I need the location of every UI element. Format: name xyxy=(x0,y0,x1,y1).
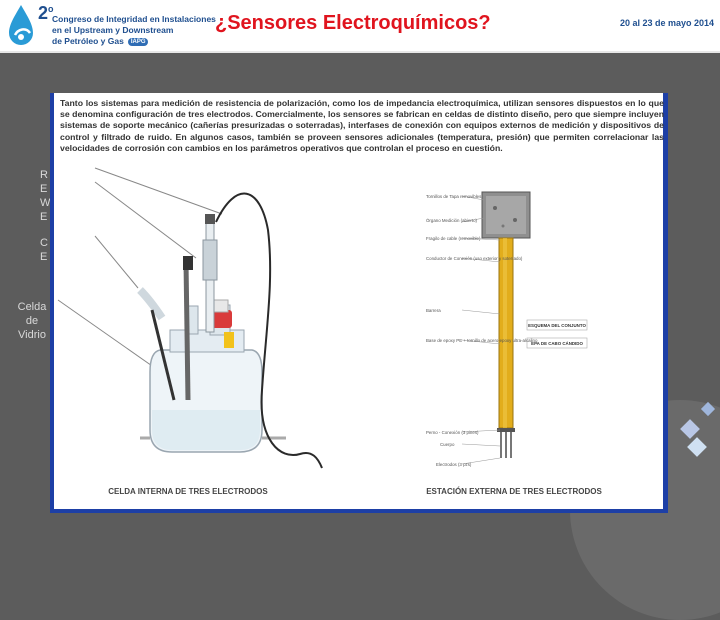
station-head-texture xyxy=(486,196,526,234)
event-dates: 20 al 23 de mayo 2014 xyxy=(620,18,715,28)
description-paragraph: Tanto los sistemas para medición de resistencia de polarización, como los de impedancia electroquímica, utilizan sensores dispuestos en lo que se denomina configuración de tres electrodos. Comercialmente, los sensores se fabrican en celdas de distinto diseño, pero que siempre incluyen sistemas de soporte mecánico (cañerías presurizadas o soterradas), interfases de conexión con equipos externos de medición y dispositivos de control y filtrado de ruido. En algunos casos, también se proveen sensores adicionales (temperatura, presión) que permiten correlacionar las velocidades de corrosión con cambios en los parámetros operativos que controlan el proceso en cuestión. xyxy=(60,98,664,153)
side-label-e: E xyxy=(40,251,48,263)
label-esquema: ESQUEMA DEL CONJUNTO xyxy=(528,323,586,328)
three-electrode-cell-figure xyxy=(58,168,322,468)
org-line-1: Congreso de Integridad en Instalaciones xyxy=(52,14,216,24)
label-fragilo: Fragilo de cable (removible) xyxy=(426,236,481,241)
iapg-badge: IAPG xyxy=(128,38,149,46)
label-electrodos: Electrodos (3 pzs) xyxy=(436,462,472,467)
three-electrode-station-figure xyxy=(462,192,587,464)
label-base: Base de epoxy PE + tornillo de acero epoxy ultra-alcalino xyxy=(426,338,538,343)
pointer-line xyxy=(95,182,196,258)
org-line-3: de Petróleo y Gas IAPG xyxy=(52,36,148,46)
working-electrode xyxy=(186,262,188,400)
label-perno: Perno - Conexión (3 pines) xyxy=(426,430,479,435)
side-label-c: C xyxy=(40,237,48,249)
pointer-line xyxy=(95,236,138,288)
side-label-e: E xyxy=(40,183,48,195)
pointer-line xyxy=(58,300,165,375)
electrolyte xyxy=(152,410,260,450)
electrode-head xyxy=(183,256,193,270)
electrode-head xyxy=(205,214,215,224)
label-tapa: Tornillos de Tapa removibles xyxy=(426,194,482,199)
side-label-w: W xyxy=(40,197,51,209)
org-line-2: en el Upstream y Downstream xyxy=(52,25,174,35)
slide-title: ¿Sensores Electroquímicos? xyxy=(215,12,491,34)
station-body-highlight xyxy=(503,238,507,428)
pointer-line xyxy=(95,168,222,214)
right-figure-caption: ESTACIÓN EXTERNA DE TRES ELECTRODOS xyxy=(426,487,602,496)
side-label-e: E xyxy=(40,211,48,223)
side-label-r: R xyxy=(40,169,48,181)
yellow-cap xyxy=(224,332,234,348)
left-figure-caption: CELDA INTERNA DE TRES ELECTRODOS xyxy=(108,487,268,496)
side-label-celda: Celda de Vidrio xyxy=(17,301,47,341)
counter-electrode-tube xyxy=(140,290,162,318)
label-cuerpo: Cuerpo xyxy=(440,442,455,447)
label-organo: Órgano Medición (abierto) xyxy=(426,218,478,223)
edition-number: 2$^o$ xyxy=(38,3,54,23)
label-conductor: Conductor de Conexión (uso exterior y soterrado) xyxy=(426,256,523,261)
label-epa: EPA DE CABO CÁNDIDO xyxy=(531,341,583,346)
electrode-joint xyxy=(203,240,217,280)
label-barrera: Barrera xyxy=(426,308,441,313)
